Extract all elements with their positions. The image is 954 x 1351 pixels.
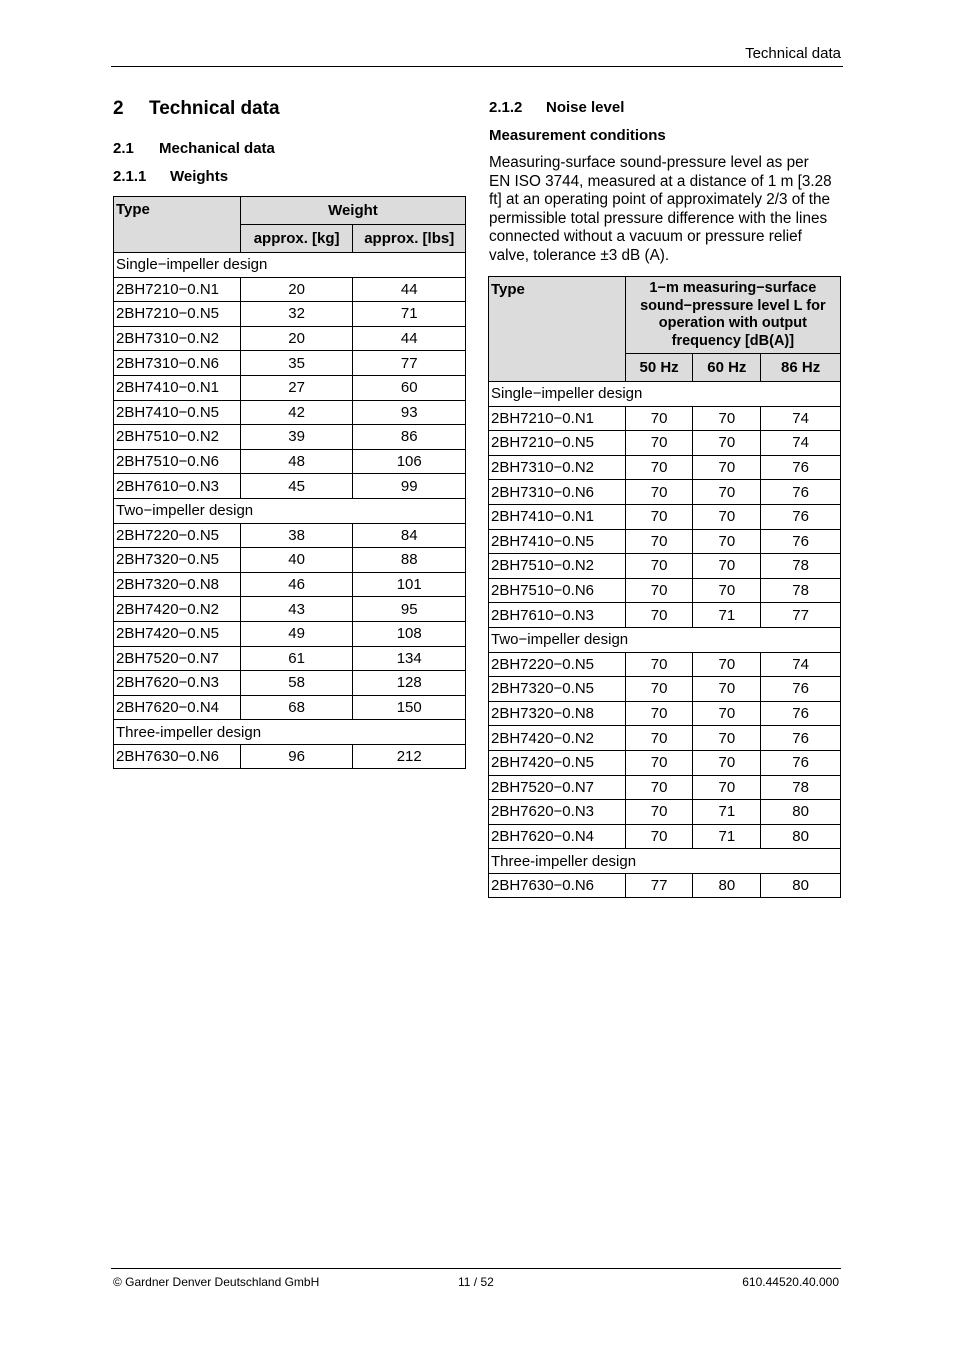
value-cell: 96 [240, 744, 353, 769]
weights-col-weight: Weight [240, 197, 465, 225]
table-row [114, 449, 466, 474]
subsection-title: Weights [170, 168, 229, 185]
table-row [114, 425, 466, 450]
value-cell: 68 [240, 695, 353, 720]
type-cell: 2BH7310−0.N2 [489, 455, 626, 480]
type-cell: 2BH7510−0.N2 [114, 425, 241, 450]
type-cell: 2BH7410−0.N5 [114, 400, 241, 425]
value-cell: 44 [353, 326, 466, 351]
value-cell: 70 [625, 455, 693, 480]
value-cell: 74 [761, 652, 841, 677]
value-cell: 70 [693, 726, 761, 751]
weights-col-type: Type [114, 197, 241, 253]
value-cell: 77 [761, 603, 841, 628]
type-cell: 2BH7320−0.N8 [489, 701, 626, 726]
table-row [489, 529, 841, 554]
noise-col-level: 1−m measuring−surface sound−pressure level L for operation with output frequency [dB(A)] [625, 277, 840, 354]
value-cell: 74 [761, 406, 841, 431]
group-row [114, 720, 466, 745]
footer-copyright: © Gardner Denver Deutschland GmbH [113, 1275, 320, 1289]
table-row [489, 873, 841, 898]
table-row [114, 597, 466, 622]
value-cell: 106 [353, 449, 466, 474]
value-cell: 71 [693, 824, 761, 849]
value-cell: 70 [625, 677, 693, 702]
value-cell: 150 [353, 695, 466, 720]
header-rule [111, 66, 843, 67]
table-row [489, 455, 841, 480]
value-cell: 61 [240, 646, 353, 671]
type-cell: 2BH7520−0.N7 [489, 775, 626, 800]
group-label: Three-impeller design [489, 849, 841, 874]
group-label: Single−impeller design [489, 382, 841, 407]
value-cell: 70 [693, 578, 761, 603]
table-row [489, 554, 841, 579]
value-cell: 95 [353, 597, 466, 622]
weights-col-lbs: approx. [lbs] [353, 225, 466, 253]
table-row [114, 400, 466, 425]
table-row [114, 351, 466, 376]
value-cell: 76 [761, 701, 841, 726]
value-cell: 78 [761, 775, 841, 800]
group-label: Two−impeller design [114, 498, 466, 523]
value-cell: 77 [625, 873, 693, 898]
weights-table-body [114, 253, 466, 769]
value-cell: 78 [761, 554, 841, 579]
value-cell: 45 [240, 474, 353, 499]
group-label: Three-impeller design [114, 720, 466, 745]
table-row [114, 302, 466, 327]
type-cell: 2BH7620−0.N4 [114, 695, 241, 720]
type-cell: 2BH7410−0.N1 [114, 375, 241, 400]
table-row [489, 652, 841, 677]
value-cell: 80 [761, 873, 841, 898]
value-cell: 20 [240, 326, 353, 351]
type-cell: 2BH7320−0.N8 [114, 572, 241, 597]
group-row [114, 253, 466, 278]
type-cell: 2BH7320−0.N5 [114, 548, 241, 573]
value-cell: 77 [353, 351, 466, 376]
section-number: 2.1 [113, 140, 134, 157]
value-cell: 76 [761, 677, 841, 702]
table-row [489, 824, 841, 849]
table-row [114, 572, 466, 597]
value-cell: 71 [693, 603, 761, 628]
value-cell: 76 [761, 750, 841, 775]
type-cell: 2BH7610−0.N3 [489, 603, 626, 628]
type-cell: 2BH7620−0.N3 [489, 800, 626, 825]
value-cell: 70 [625, 652, 693, 677]
noise-col-50hz: 50 Hz [625, 354, 693, 382]
value-cell: 40 [240, 548, 353, 573]
value-cell: 70 [693, 431, 761, 456]
type-cell: 2BH7210−0.N5 [489, 431, 626, 456]
table-row [489, 775, 841, 800]
value-cell: 44 [353, 277, 466, 302]
table-row [114, 621, 466, 646]
table-row [114, 523, 466, 548]
value-cell: 70 [693, 529, 761, 554]
value-cell: 80 [693, 873, 761, 898]
value-cell: 108 [353, 621, 466, 646]
type-cell: 2BH7510−0.N2 [489, 554, 626, 579]
type-cell: 2BH7420−0.N2 [114, 597, 241, 622]
value-cell: 76 [761, 504, 841, 529]
noise-col-86hz: 86 Hz [761, 354, 841, 382]
table-row [489, 603, 841, 628]
subsection-heading-weights [113, 168, 228, 185]
table-row [489, 750, 841, 775]
chapter-number: 2 [113, 98, 124, 119]
value-cell: 49 [240, 621, 353, 646]
table-row [489, 701, 841, 726]
measurement-description: Measuring-surface sound-pressure level as per EN ISO 3744, measured at a distance of 1 m [3.28 ft] at an operating point of approximately 2/3 of the permissible total pressure difference with the lines connected without a vacuum or pressure relief valve, tolerance ±3 dB (A). [489, 154, 832, 264]
section-title: Mechanical data [159, 140, 275, 157]
noise-col-60hz: 60 Hz [693, 354, 761, 382]
table-row [114, 326, 466, 351]
type-cell: 2BH7320−0.N5 [489, 677, 626, 702]
group-row [114, 498, 466, 523]
value-cell: 70 [625, 726, 693, 751]
type-cell: 2BH7610−0.N3 [114, 474, 241, 499]
value-cell: 70 [625, 750, 693, 775]
chapter-title: Technical data [149, 98, 280, 119]
table-row [114, 695, 466, 720]
value-cell: 80 [761, 824, 841, 849]
group-row [489, 382, 841, 407]
value-cell: 70 [625, 800, 693, 825]
value-cell: 134 [353, 646, 466, 671]
type-cell: 2BH7520−0.N7 [114, 646, 241, 671]
type-cell: 2BH7310−0.N2 [114, 326, 241, 351]
value-cell: 60 [353, 375, 466, 400]
value-cell: 70 [625, 529, 693, 554]
value-cell: 70 [625, 431, 693, 456]
value-cell: 128 [353, 671, 466, 696]
value-cell: 76 [761, 455, 841, 480]
value-cell: 46 [240, 572, 353, 597]
value-cell: 48 [240, 449, 353, 474]
value-cell: 70 [625, 406, 693, 431]
subsection-heading-noise [489, 99, 624, 116]
table-row [489, 578, 841, 603]
value-cell: 86 [353, 425, 466, 450]
value-cell: 99 [353, 474, 466, 499]
type-cell: 2BH7210−0.N1 [114, 277, 241, 302]
value-cell: 35 [240, 351, 353, 376]
type-cell: 2BH7420−0.N5 [114, 621, 241, 646]
footer-doc-number: 610.44520.40.000 [742, 1275, 839, 1289]
table-row [114, 744, 466, 769]
value-cell: 70 [693, 455, 761, 480]
value-cell: 71 [353, 302, 466, 327]
table-row [489, 677, 841, 702]
value-cell: 20 [240, 277, 353, 302]
value-cell: 38 [240, 523, 353, 548]
value-cell: 71 [693, 800, 761, 825]
value-cell: 70 [693, 652, 761, 677]
type-cell: 2BH7420−0.N5 [489, 750, 626, 775]
group-row [489, 627, 841, 652]
measurement-conditions-title: Measurement conditions [489, 127, 666, 144]
value-cell: 76 [761, 480, 841, 505]
value-cell: 78 [761, 578, 841, 603]
value-cell: 70 [625, 701, 693, 726]
type-cell: 2BH7510−0.N6 [489, 578, 626, 603]
weights-col-kg: approx. [kg] [240, 225, 353, 253]
type-cell: 2BH7310−0.N6 [489, 480, 626, 505]
table-row [489, 431, 841, 456]
type-cell: 2BH7210−0.N5 [114, 302, 241, 327]
value-cell: 27 [240, 375, 353, 400]
value-cell: 70 [693, 677, 761, 702]
value-cell: 70 [625, 578, 693, 603]
value-cell: 42 [240, 400, 353, 425]
noise-table-body [489, 382, 841, 898]
table-row [489, 406, 841, 431]
noise-col-type: Type [489, 277, 626, 382]
value-cell: 70 [693, 775, 761, 800]
type-cell: 2BH7410−0.N5 [489, 529, 626, 554]
value-cell: 93 [353, 400, 466, 425]
value-cell: 76 [761, 529, 841, 554]
footer-page-number: 11 / 52 [458, 1275, 494, 1289]
value-cell: 43 [240, 597, 353, 622]
table-row [114, 671, 466, 696]
value-cell: 70 [693, 406, 761, 431]
value-cell: 101 [353, 572, 466, 597]
type-cell: 2BH7620−0.N4 [489, 824, 626, 849]
type-cell: 2BH7630−0.N6 [114, 744, 241, 769]
value-cell: 39 [240, 425, 353, 450]
type-cell: 2BH7420−0.N2 [489, 726, 626, 751]
value-cell: 70 [693, 750, 761, 775]
value-cell: 32 [240, 302, 353, 327]
value-cell: 74 [761, 431, 841, 456]
table-row [489, 504, 841, 529]
type-cell: 2BH7620−0.N3 [114, 671, 241, 696]
value-cell: 70 [625, 775, 693, 800]
table-row [114, 548, 466, 573]
value-cell: 70 [625, 824, 693, 849]
value-cell: 70 [625, 480, 693, 505]
subsection-number: 2.1.2 [489, 99, 523, 116]
value-cell: 80 [761, 800, 841, 825]
value-cell: 88 [353, 548, 466, 573]
table-row [114, 375, 466, 400]
footer-rule [111, 1268, 841, 1269]
group-label: Two−impeller design [489, 627, 841, 652]
type-cell: 2BH7210−0.N1 [489, 406, 626, 431]
group-row [489, 849, 841, 874]
table-row [489, 726, 841, 751]
table-row [489, 800, 841, 825]
table-row [114, 277, 466, 302]
value-cell: 70 [693, 480, 761, 505]
value-cell: 70 [693, 701, 761, 726]
value-cell: 70 [693, 554, 761, 579]
value-cell: 70 [625, 504, 693, 529]
table-row [114, 646, 466, 671]
value-cell: 76 [761, 726, 841, 751]
value-cell: 84 [353, 523, 466, 548]
running-header: Technical data [745, 45, 841, 62]
value-cell: 212 [353, 744, 466, 769]
subsection-title: Noise level [546, 99, 625, 116]
noise-table [488, 276, 841, 898]
type-cell: 2BH7410−0.N1 [489, 504, 626, 529]
table-row [489, 480, 841, 505]
group-label: Single−impeller design [114, 253, 466, 278]
table-row [114, 474, 466, 499]
section-heading-mechanical [113, 140, 275, 157]
value-cell: 70 [693, 504, 761, 529]
weights-table [113, 196, 466, 769]
chapter-heading [113, 98, 280, 120]
type-cell: 2BH7220−0.N5 [114, 523, 241, 548]
type-cell: 2BH7310−0.N6 [114, 351, 241, 376]
type-cell: 2BH7630−0.N6 [489, 873, 626, 898]
value-cell: 70 [625, 554, 693, 579]
value-cell: 58 [240, 671, 353, 696]
value-cell: 70 [625, 603, 693, 628]
type-cell: 2BH7220−0.N5 [489, 652, 626, 677]
subsection-number: 2.1.1 [113, 168, 147, 185]
type-cell: 2BH7510−0.N6 [114, 449, 241, 474]
